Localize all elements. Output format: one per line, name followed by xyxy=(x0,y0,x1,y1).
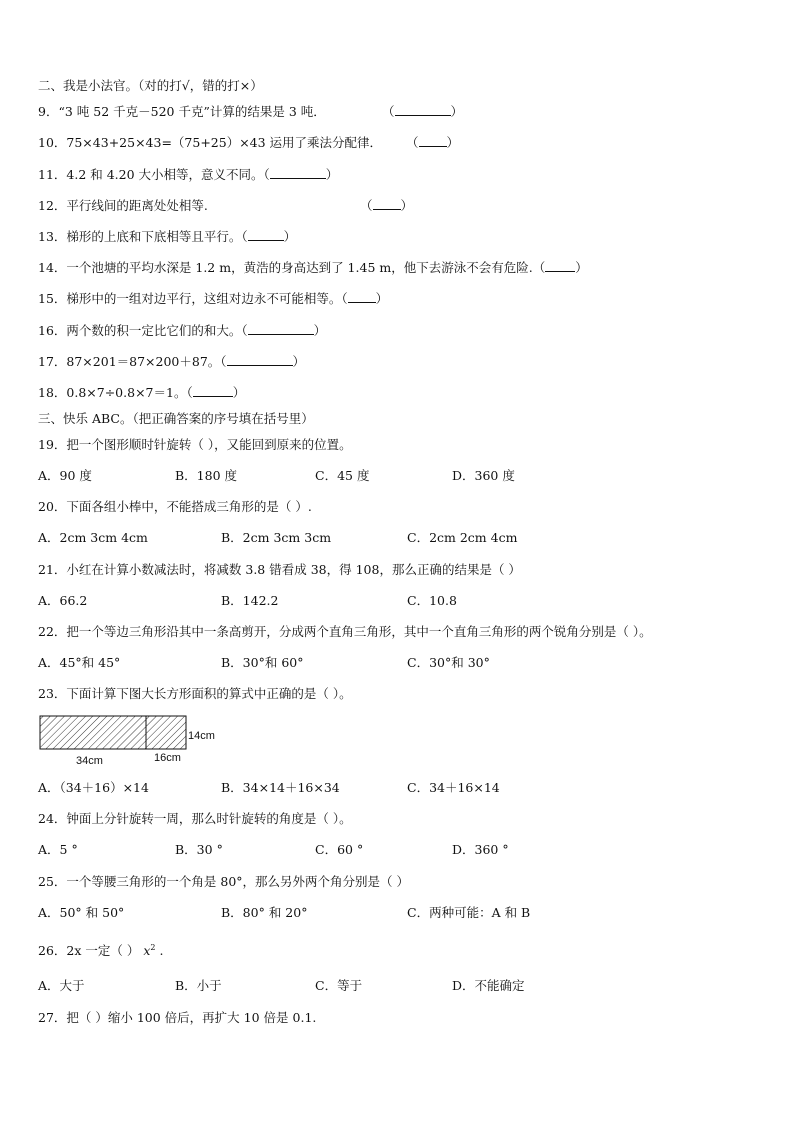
question-number: 18． xyxy=(38,385,67,400)
question-text: 0.8×7÷0.8×7＝1。（ xyxy=(66,385,193,400)
question-number: 26． xyxy=(38,943,67,959)
options-26 xyxy=(38,978,778,994)
option-c[interactable]: C．60 ° xyxy=(315,842,364,857)
option-a[interactable]: A．（34＋16）×14 xyxy=(38,780,149,795)
right-rectangle xyxy=(146,716,186,749)
question-text: 小红在计算小数减法时，将减数 3.8 错看成 38，得 108，那么正确的结果是（ ） xyxy=(66,562,521,577)
math-x: x xyxy=(143,943,151,959)
label-height: 14cm xyxy=(188,730,215,742)
question-27 xyxy=(38,1010,316,1026)
question-26 xyxy=(38,940,163,959)
question-number: 10． xyxy=(38,135,67,150)
option-b[interactable]: B．80° 和 20° xyxy=(221,905,308,920)
option-c[interactable]: C．34＋16×14 xyxy=(407,780,500,795)
option-b[interactable]: B．180 度 xyxy=(175,468,238,483)
option-c[interactable]: C．10.8 xyxy=(407,593,457,608)
question-22 xyxy=(38,624,652,640)
options-20 xyxy=(38,530,778,546)
math-exponent: 2 xyxy=(150,943,156,952)
question-10 xyxy=(38,135,382,151)
question-number: 19． xyxy=(38,437,67,452)
option-c[interactable]: C．30°和 30° xyxy=(407,655,490,670)
question-number: 24． xyxy=(38,811,67,826)
question-text: 下面计算下图大长方形面积的算式中正确的是（ ）。 xyxy=(66,686,352,701)
label-left-length: 34cm xyxy=(76,755,103,767)
question-text: 梯形中的一组对边平行，这组对边永不可能相等。（ xyxy=(66,291,348,306)
question-text: 把（ ）缩小 100 倍后，再扩大 10 倍是 0.1. xyxy=(66,1010,317,1025)
option-a[interactable]: A．2cm 3cm 4cm xyxy=(38,530,148,545)
question-text: 一个等腰三角形的一个角是 80°，那么另外两个角分别是（ ） xyxy=(66,874,410,889)
option-c[interactable]: C．两种可能：A 和 B xyxy=(407,905,531,920)
question-24 xyxy=(38,811,352,827)
options-22 xyxy=(38,655,778,671)
question-end: . xyxy=(159,943,164,959)
answer-blank-9[interactable]: （ ） xyxy=(382,104,464,119)
question-number: 12． xyxy=(38,198,67,213)
options-23 xyxy=(38,780,778,796)
answer-blank-15[interactable] xyxy=(348,292,376,303)
options-21 xyxy=(38,593,778,609)
option-b[interactable]: B．142.2 xyxy=(221,593,279,608)
answer-blank-10[interactable]: （ ） xyxy=(406,135,460,150)
option-a[interactable]: A．50° 和 50° xyxy=(38,905,125,920)
question-number: 21． xyxy=(38,562,67,577)
question-text: 下面各组小棒中，不能搭成三角形的是（ ）. xyxy=(66,499,312,514)
section-heading-true-false: 二、我是小法官。（对的打√，错的打×） xyxy=(38,78,263,93)
question-text: 一个池塘的平均水深是 1.2 m，黄浩的身高达到了 1.45 m，他下去游泳不会有危险.（ xyxy=(66,260,546,275)
question-13: 13．梯形的上底和下底相等且平行。（ ） xyxy=(38,229,297,244)
question-text: 4.2 和 4.20 大小相等，意义不同。（ xyxy=(66,167,270,182)
question-number: 20． xyxy=(38,499,67,514)
answer-blank-13[interactable] xyxy=(248,230,284,241)
question-25 xyxy=(38,874,409,890)
question-number: 9． xyxy=(38,104,59,119)
answer-blank-12[interactable]: （ ） xyxy=(360,198,414,213)
question-number: 14． xyxy=(38,260,67,275)
option-c[interactable]: C．等于 xyxy=(315,978,363,993)
answer-blank-11[interactable] xyxy=(270,168,326,179)
question-23 xyxy=(38,686,352,702)
question-number: 23． xyxy=(38,686,67,701)
question-text: 把一个等边三角形沿其中一条高剪开，分成两个直角三角形，其中一个直角三角形的两个锐角分别是（ ）。 xyxy=(66,624,652,639)
section-heading-multiple-choice: 三、快乐 ABC。（把正确答案的序号填在括号里） xyxy=(38,411,314,426)
option-a[interactable]: A．5 ° xyxy=(38,842,78,857)
options-24 xyxy=(38,842,778,858)
question-text: 梯形的上底和下底相等且平行。（ xyxy=(66,229,248,244)
question-text: 87×201＝87×200＋87。（ xyxy=(66,354,227,369)
option-d[interactable]: D．360 度 xyxy=(452,468,515,483)
option-a[interactable]: A．45°和 45° xyxy=(38,655,121,670)
question-text: 把一个图形顺时针旋转（ ），又能回到原来的位置。 xyxy=(66,437,352,452)
question-number: 16． xyxy=(38,323,67,338)
option-b[interactable]: B．小于 xyxy=(175,978,222,993)
option-c[interactable]: C．45 度 xyxy=(315,468,370,483)
options-19 xyxy=(38,468,778,484)
option-a[interactable]: A．90 度 xyxy=(38,468,92,483)
question-11: 11．4.2 和 4.20 大小相等，意义不同。（ ） xyxy=(38,167,339,182)
question-text: 75×43+25×43=（75+25）×43 运用了乘法分配律． xyxy=(66,135,383,150)
question-19 xyxy=(38,437,352,453)
question-20 xyxy=(38,499,312,515)
question-14: 14．一个池塘的平均水深是 1.2 m，黄浩的身高达到了 1.45 m，他下去游泳不会有危险.（ ） xyxy=(38,260,588,275)
question-number: 27． xyxy=(38,1010,67,1025)
answer-blank-18[interactable] xyxy=(193,386,233,397)
question-text: “3 吨 52 千克－520 千克”计算的结果是 3 吨． xyxy=(58,104,326,119)
question-21 xyxy=(38,562,521,578)
option-d[interactable]: D．360 ° xyxy=(452,842,509,857)
question-number: 22． xyxy=(38,624,67,639)
answer-blank-14[interactable] xyxy=(545,261,575,272)
question-number: 15． xyxy=(38,291,67,306)
question-18: 18．0.8×7÷0.8×7＝1。（ ） xyxy=(38,385,246,400)
option-a[interactable]: A．大于 xyxy=(38,978,85,993)
option-b[interactable]: B．30°和 60° xyxy=(221,655,304,670)
question-15: 15．梯形中的一组对边平行，这组对边永不可能相等。（ ） xyxy=(38,291,389,306)
option-b[interactable]: B．34×14＋16×34 xyxy=(221,780,340,795)
options-25 xyxy=(38,905,778,921)
question-text: 平行线间的距离处处相等. xyxy=(66,198,208,213)
question-16: 16．两个数的积一定比它们的和大。（ ） xyxy=(38,323,327,338)
question-9 xyxy=(38,104,326,120)
label-right-length: 16cm xyxy=(154,752,181,764)
question-number: 13． xyxy=(38,229,67,244)
rectangle-figure xyxy=(38,714,238,770)
question-text: 2x 一定（ ） xyxy=(66,943,140,959)
option-c[interactable]: C．2cm 2cm 4cm xyxy=(407,530,518,545)
question-text: 两个数的积一定比它们的和大。（ xyxy=(66,323,248,338)
option-d[interactable]: D．不能确定 xyxy=(452,978,525,993)
question-number: 25． xyxy=(38,874,67,889)
question-number: 17． xyxy=(38,354,67,369)
answer-blank-17[interactable] xyxy=(227,355,293,366)
option-a[interactable]: A．66.2 xyxy=(38,593,88,608)
option-b[interactable]: B．2cm 3cm 3cm xyxy=(221,530,332,545)
question-17: 17．87×201＝87×200＋87。（ ） xyxy=(38,354,306,369)
left-rectangle xyxy=(40,716,146,749)
question-number: 11． xyxy=(38,167,67,182)
question-text: 钟面上分针旋转一周，那么时针旋转的角度是（ ）。 xyxy=(66,811,352,826)
answer-blank-16[interactable] xyxy=(248,324,314,335)
option-b[interactable]: B．30 ° xyxy=(175,842,223,857)
question-12 xyxy=(38,198,208,214)
